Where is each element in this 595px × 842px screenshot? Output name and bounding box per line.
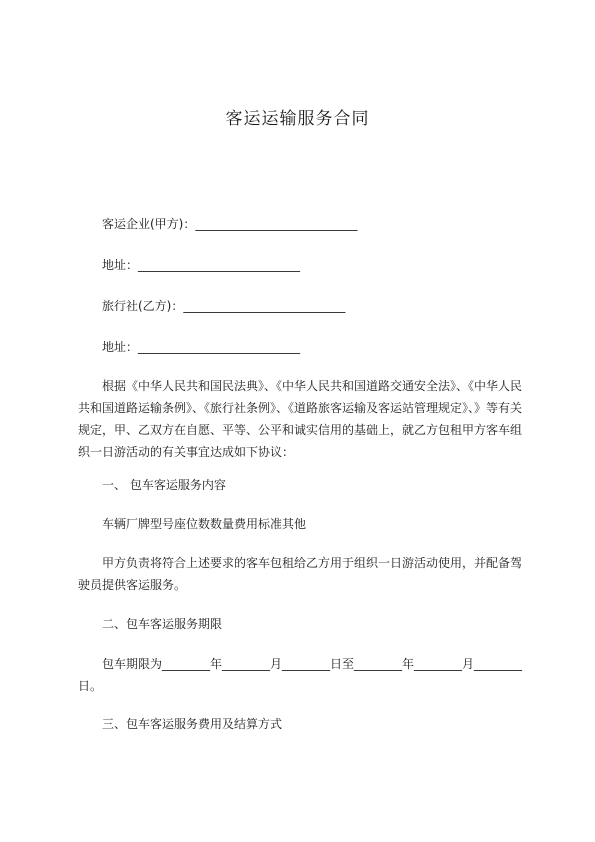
- section-3-heading: 三、包车客运服务费用及结算方式: [102, 717, 283, 731]
- party-b-field: 旅行社(乙方)：___________________________: [102, 299, 346, 313]
- section-2-heading: 二、包车客运服务期限: [102, 617, 223, 631]
- period-paragraph: 包车期限为________年________月________日至________年________月________日。: [78, 657, 523, 693]
- section-1-paragraph: 甲方负责将符合上述要求的客车包租给乙方用于组织一日游活动使用，并配备驾驶员提供客运服务。: [78, 556, 523, 592]
- section-1-heading: 一、 包车客运服务内容: [102, 478, 226, 492]
- intro-paragraph: 根据《中华人民共和国民法典》、《中华人民共和国道路交通安全法》、《中华人民共和国道路运输条例》、《旅行社条例》、《道路旅客运输及客运站管理规定》、》等有关规定，甲、乙双方在自愿、平等、公平和诚实信用的基础上，就乙方包租甲方客车组织一日游活动的有关事宜达成如下协议：: [78, 379, 523, 459]
- vehicle-table-header: 车辆厂牌型号座位数数量费用标准其他: [102, 517, 307, 531]
- address-2-field: 地址：___________________________: [102, 340, 301, 354]
- party-a-field: 客运企业(甲方)：___________________________: [102, 217, 358, 231]
- document-title: 客运运输服务合同: [225, 109, 370, 129]
- address-1-field: 地址：___________________________: [102, 258, 301, 272]
